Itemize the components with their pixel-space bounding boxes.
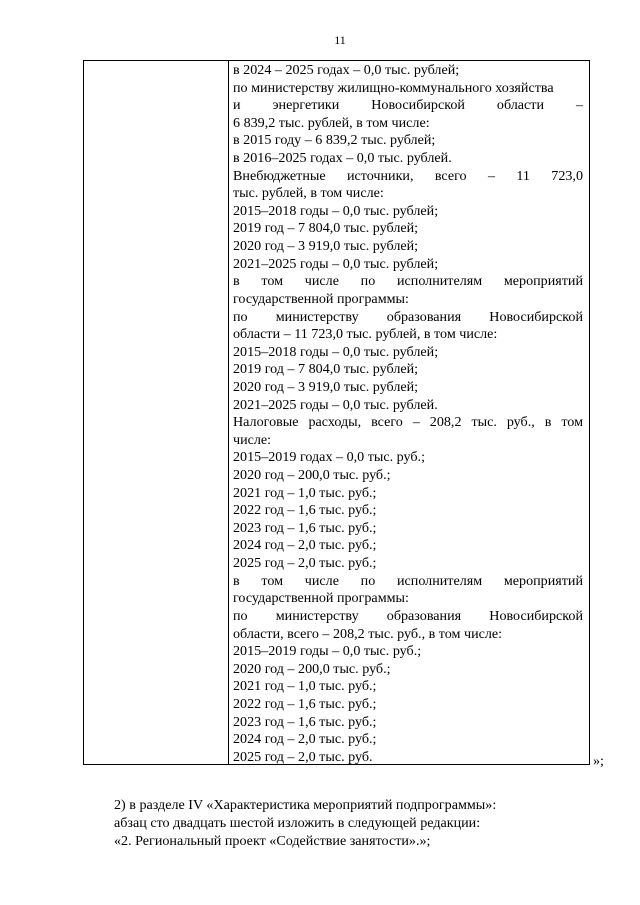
table-text-line: 2020 год – 200,0 тыс. руб.; bbox=[233, 660, 391, 677]
funding-table bbox=[83, 60, 590, 765]
table-right-cell bbox=[233, 62, 583, 766]
paragraph-new-text: «2. Региональный проект «Содействие занятости».»; bbox=[114, 833, 431, 849]
table-text-line: 2020 год – 200,0 тыс. руб.; bbox=[233, 467, 391, 484]
table-text-line: 2021–2025 годы – 0,0 тыс. рублей; bbox=[233, 255, 439, 272]
table-text-line: 2025 год – 2,0 тыс. руб.; bbox=[233, 555, 377, 572]
table-text-line: 2019 год – 7 804,0 тыс. рублей; bbox=[233, 361, 419, 378]
table-text-line: и энергетики Новосибирской области – bbox=[233, 97, 583, 114]
table-text-line: 2025 год – 2,0 тыс. руб. bbox=[233, 748, 373, 765]
table-text-line: 2022 год – 1,6 тыс. руб.; bbox=[233, 502, 377, 519]
paragraph-item-2: 2) в разделе IV «Характеристика мероприятий подпрограммы»: bbox=[114, 797, 497, 813]
table-text-line: 2015–2018 годы – 0,0 тыс. рублей; bbox=[233, 202, 439, 219]
table-text-line: 2020 год – 3 919,0 тыс. рублей; bbox=[233, 378, 419, 395]
table-text-line: в том числе по исполнителям мероприятий bbox=[233, 273, 583, 290]
table-text-line: в том числе по исполнителям мероприятий bbox=[233, 572, 583, 589]
table-text-line: области – 11 723,0 тыс. рублей, в том числе: bbox=[233, 326, 498, 343]
table-text-line: 2015–2019 годах – 0,0 тыс. руб.; bbox=[233, 449, 425, 466]
table-text-line: по министерству образования Новосибирской bbox=[233, 607, 583, 624]
page-number: 11 bbox=[334, 33, 346, 47]
table-text-line: 2023 год – 1,6 тыс. руб.; bbox=[233, 713, 377, 730]
table-text-line: числе: bbox=[233, 431, 272, 448]
table-text-line: 2022 год – 1,6 тыс. руб.; bbox=[233, 695, 377, 712]
table-text-line: по министерству образования Новосибирской bbox=[233, 308, 583, 325]
table-text-line: 2015–2018 годы – 0,0 тыс. рублей; bbox=[233, 343, 439, 360]
table-text-line: 6 839,2 тыс. рублей, в том числе: bbox=[233, 114, 430, 131]
table-text-line: в 2015 году – 6 839,2 тыс. рублей; bbox=[233, 132, 436, 149]
table-text-line: 2015–2019 годы – 0,0 тыс. руб.; bbox=[233, 643, 422, 660]
table-text-line: 2024 год – 2,0 тыс. руб.; bbox=[233, 731, 377, 748]
table-text-line: в 2024 – 2025 годах – 0,0 тыс. рублей; bbox=[233, 62, 460, 78]
column-divider bbox=[228, 61, 229, 764]
table-text-line: Налоговые расходы, всего – 208,2 тыс. руб., в том bbox=[233, 414, 583, 431]
table-text-line: области, всего – 208,2 тыс. руб., в том числе: bbox=[233, 625, 503, 642]
table-text-line: в 2016–2025 годах – 0,0 тыс. рублей. bbox=[233, 150, 452, 167]
table-text-line: по министерству жилищно-коммунального хозяйства bbox=[233, 79, 554, 96]
closing-quote-mark: »; bbox=[593, 753, 604, 769]
table-text-line: тыс. рублей, в том числе: bbox=[233, 185, 384, 202]
table-text-line: 2019 год – 7 804,0 тыс. рублей; bbox=[233, 220, 419, 237]
table-text-line: 2020 год – 3 919,0 тыс. рублей; bbox=[233, 238, 419, 255]
table-text-line: государственной программы: bbox=[233, 590, 409, 607]
table-text-line: 2021 год – 1,0 тыс. руб.; bbox=[233, 484, 377, 501]
table-text-line: Внебюджетные источники, всего – 11 723,0 bbox=[233, 167, 583, 184]
table-text-line: 2024 год – 2,0 тыс. руб.; bbox=[233, 537, 377, 554]
table-text-line: 2021–2025 годы – 0,0 тыс. рублей. bbox=[233, 396, 438, 413]
table-text-line: государственной программы: bbox=[233, 290, 409, 307]
table-text-line: 2023 год – 1,6 тыс. руб.; bbox=[233, 519, 377, 536]
paragraph-instruction: абзац сто двадцать шестой изложить в следующей редакции: bbox=[114, 815, 481, 831]
table-text-line: 2021 год – 1,0 тыс. руб.; bbox=[233, 678, 377, 695]
